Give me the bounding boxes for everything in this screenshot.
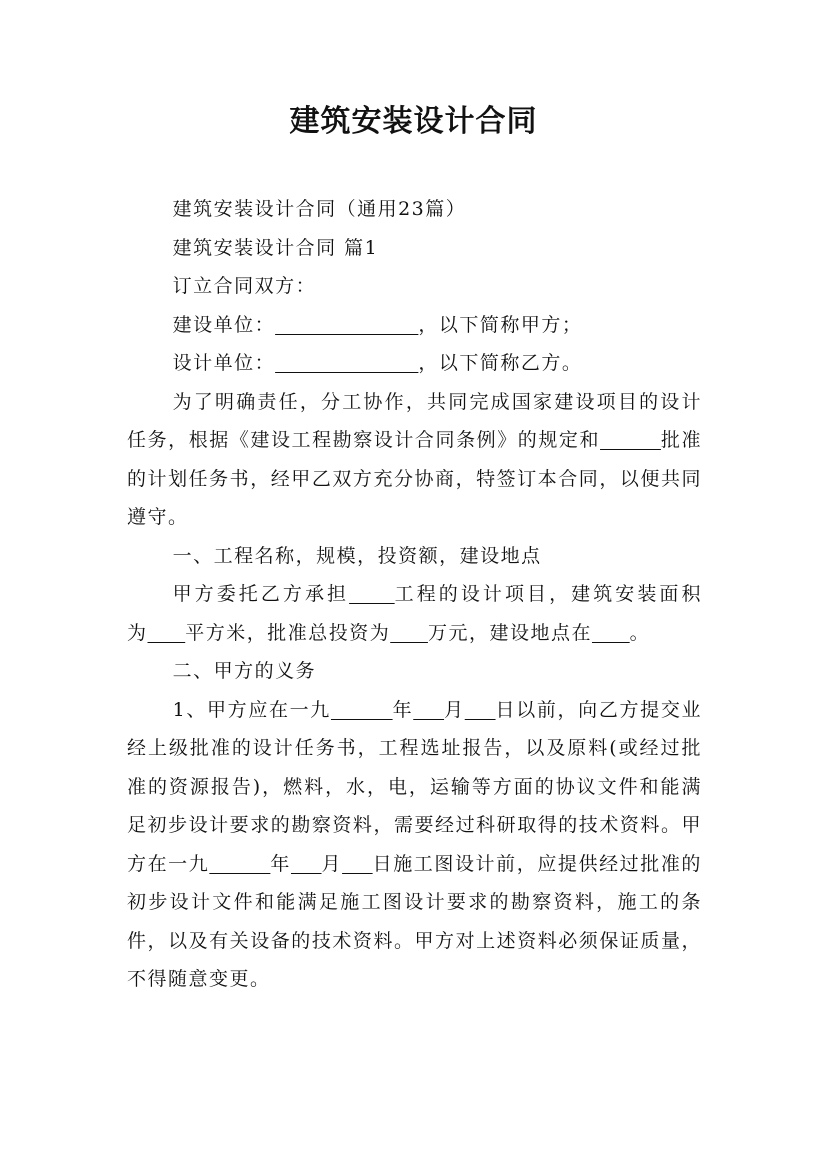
paragraph-text: 工程的设计项目，建筑安装面积为 <box>127 583 702 644</box>
paragraph-text: 订立合同双方： <box>172 275 317 297</box>
paragraph <box>127 267 702 306</box>
paragraph-text: 批准的计划任务书，经甲乙双方充分协商，特签订本合同，以便共同遵守。 <box>127 429 702 528</box>
fill-in-blank <box>148 622 186 644</box>
paragraph-text: 建设单位： <box>172 313 276 336</box>
paragraph-text: 日施工图设计前，应提供经过批准的初步设计文件和能满足施工图设计要求的勘察资料，施工的条件，以及有关设备的技术资料。甲方对上述资料必须保证质量，不得随意变更。 <box>127 852 702 990</box>
paragraph-text: ，以下简称乙方。 <box>418 352 583 374</box>
paragraph-text: 月 <box>444 698 465 721</box>
paragraph-text: 万元，建设地点在 <box>427 621 592 644</box>
paragraph-text: 年 <box>270 852 291 875</box>
fill-in-blank <box>209 853 270 875</box>
paragraph-text: 年 <box>392 698 414 721</box>
fill-in-blank <box>390 622 428 644</box>
paragraph-text: 月 <box>321 852 343 875</box>
paragraph <box>127 652 702 691</box>
fill-in-blank <box>465 699 496 721</box>
paragraph-text: 甲方委托乙方承担 <box>172 583 350 605</box>
paragraph <box>127 575 702 652</box>
paragraph <box>127 190 702 229</box>
fill-in-blank <box>331 699 393 721</box>
document-body <box>127 190 702 999</box>
paragraph <box>127 229 702 268</box>
paragraph <box>127 306 702 345</box>
fill-in-blank <box>291 853 322 875</box>
paragraph-text: 为了明确责任，分工协作，共同完成国家建设项目的设计任务，根据《建设工程勘察设计合同条例》的规定和 <box>127 390 702 451</box>
paragraph-text: ，以下简称甲方； <box>418 313 583 336</box>
fill-in-blank <box>349 583 395 605</box>
paragraph <box>127 691 702 999</box>
paragraph-text: 二、甲方的义务 <box>172 660 317 682</box>
paragraph-text: 日以前，向乙方提交业经上级批准的设计任务书，工程选址报告，以及原料(或经过批准的资源报告)，燃料，水，电，运输等方面的协议文件和能满足初步设计要求的勘察资料，需要经过科研取得的技术资料。甲方在一九 <box>127 698 702 875</box>
paragraph-text: 。 <box>629 621 651 644</box>
paragraph-text: 建筑安装设计合同（通用23篇） <box>172 198 467 220</box>
paragraph-text: 设计单位： <box>172 352 276 374</box>
paragraph-text: 建筑安装设计合同 篇1 <box>172 236 379 259</box>
paragraph-text: 平方米，批准总投资为 <box>185 621 391 644</box>
fill-in-blank <box>275 314 418 336</box>
fill-in-blank <box>275 352 418 374</box>
paragraph <box>127 537 702 576</box>
paragraph <box>127 383 702 537</box>
fill-in-blank <box>413 699 444 721</box>
paragraph-text: 一、工程名称，规模，投资额，建设地点 <box>172 544 542 567</box>
document-title: 建筑安装设计合同 <box>289 104 538 139</box>
fill-in-blank <box>592 622 630 644</box>
paragraph-text: 1、甲方应在一九 <box>172 698 331 721</box>
paragraph <box>127 344 702 383</box>
fill-in-blank <box>342 853 373 875</box>
fill-in-blank <box>600 429 661 451</box>
